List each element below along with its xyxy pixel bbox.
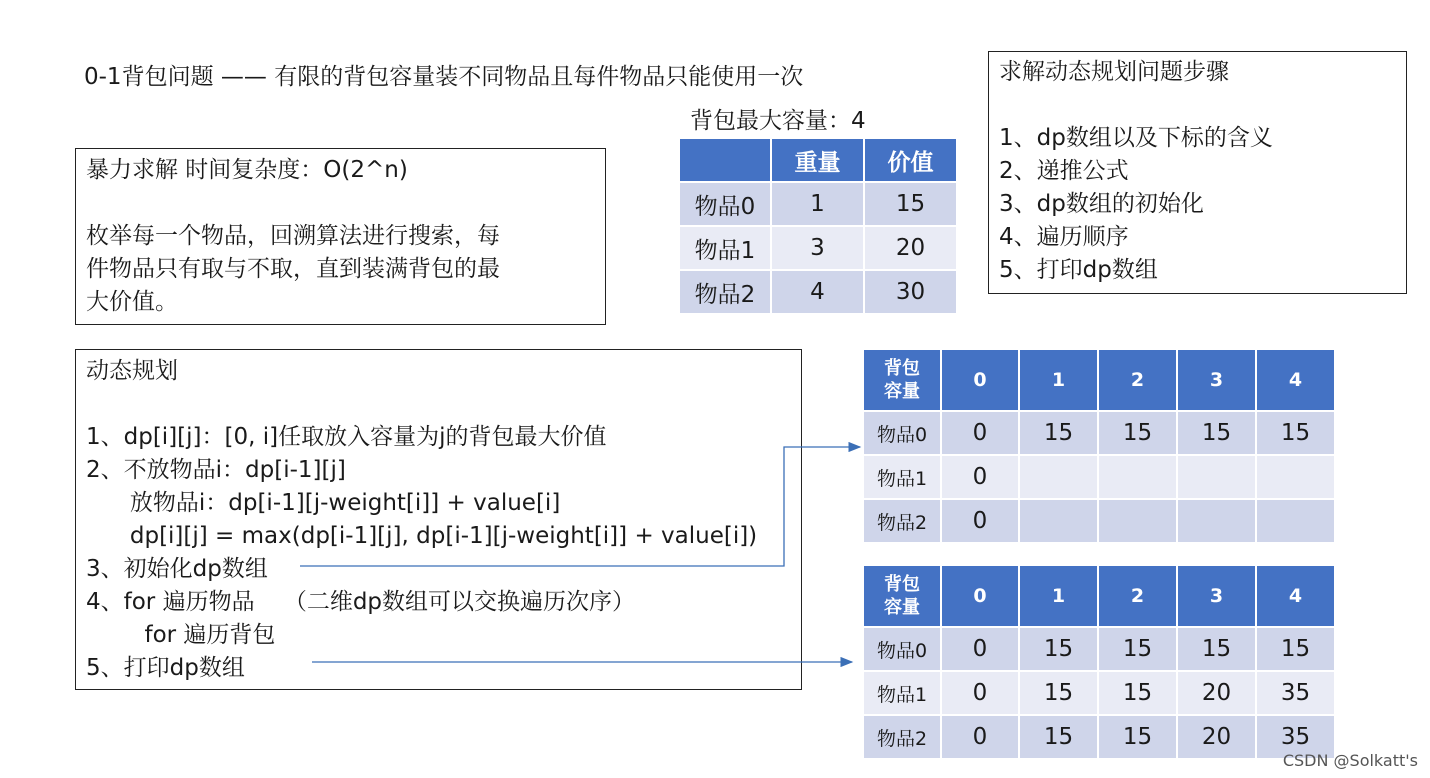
item-name-cell: 物品1 [679, 226, 771, 270]
dp-steps-line: 3、dp数组的初始化 [999, 191, 1204, 217]
dp-capacity-header: 2 [1098, 349, 1177, 411]
dp-corner-label: 容量 [884, 597, 920, 618]
dp-capacity-header: 0 [941, 565, 1019, 627]
dp-cell: 15 [1177, 627, 1256, 671]
brute-force-line: 枚举每一个物品，回溯算法进行搜索，每 [86, 223, 500, 249]
dp-box-line: 5、打印dp数组 [86, 655, 245, 681]
dp-box-line: 2、不放物品i：dp[i-1][j] [86, 457, 346, 483]
dp-box-line: 放物品i：dp[i-1][j-weight[i]] + value[i] [86, 490, 561, 516]
dp-cell: 0 [941, 671, 1019, 715]
dp-cell: 15 [1098, 715, 1177, 759]
dp-corner-label: 背包 [884, 574, 920, 595]
dp-capacity-header: 4 [1256, 349, 1335, 411]
dp-box-line: 3、初始化dp数组 [86, 556, 268, 582]
dp-capacity-header: 3 [1177, 565, 1256, 627]
dp-cell: 15 [1098, 627, 1177, 671]
capacity-label: 背包最大容量：4 [690, 108, 866, 134]
dp-box-line: dp[i][j] = max(dp[i-1][j], dp[i-1][j-weight[i]] + value[i]) [86, 523, 758, 549]
item-name-cell: 物品2 [679, 270, 771, 314]
dp-cell: 0 [941, 455, 1019, 499]
dp-capacity-header: 2 [1098, 565, 1177, 627]
dp-cell: 15 [1019, 671, 1098, 715]
dp-cell: 15 [1256, 627, 1335, 671]
dp-cell: 35 [1256, 715, 1335, 759]
brute-force-line: 暴力求解 时间复杂度：O(2^n) [86, 157, 408, 183]
items-header-cell: 重量 [771, 138, 864, 182]
dp-capacity-header: 0 [941, 349, 1019, 411]
items-header-cell: 价值 [864, 138, 957, 182]
dp-row-label: 物品1 [863, 671, 941, 715]
dp-corner-label: 背包 [884, 358, 920, 379]
dp-row-label: 物品2 [863, 499, 941, 543]
dp-capacity-header: 3 [1177, 349, 1256, 411]
item-name-cell: 物品0 [679, 182, 771, 226]
brute-force-line: 大价值。 [86, 289, 178, 315]
item-weight-cell: 4 [771, 270, 864, 314]
dp-steps-line: 1、dp数组以及下标的含义 [999, 125, 1273, 151]
dp-box-line: 1、dp[i][j]：[0, i]任取放入容量为j的背包最大价值 [86, 424, 607, 450]
item-weight-cell: 3 [771, 226, 864, 270]
dp-cell: 15 [1098, 411, 1177, 455]
dp-cell: 15 [1256, 411, 1335, 455]
dp-row-label: 物品1 [863, 455, 941, 499]
dp-cell: 20 [1177, 715, 1256, 759]
item-value-cell: 30 [864, 270, 957, 314]
dp-steps-line: 求解动态规划问题步骤 [999, 59, 1229, 85]
init-arrow [300, 447, 860, 566]
dp-box-line: for 遍历背包 [86, 622, 276, 648]
dp-cell: 0 [941, 627, 1019, 671]
item-value-cell: 20 [864, 226, 957, 270]
dp-capacity-header: 1 [1019, 565, 1098, 627]
dp-capacity-header: 1 [1019, 349, 1098, 411]
dp-cell: 15 [1019, 411, 1098, 455]
dp-row-label: 物品0 [863, 411, 941, 455]
dp-cell: 15 [1098, 671, 1177, 715]
item-weight-cell: 1 [771, 182, 864, 226]
dp-steps-line: 2、递推公式 [999, 158, 1129, 184]
dp-cell: 20 [1177, 671, 1256, 715]
dp-cell: 35 [1256, 671, 1335, 715]
dp-steps-line: 5、打印dp数组 [999, 257, 1158, 283]
dp-corner-label: 容量 [884, 381, 920, 402]
dp-steps-line: 4、遍历顺序 [999, 224, 1129, 250]
dp-capacity-header: 4 [1256, 565, 1335, 627]
dp-cell: 15 [1019, 715, 1098, 759]
dp-cell: 15 [1177, 411, 1256, 455]
watermark: CSDN @Solkatt's [1282, 751, 1418, 770]
brute-force-line: 件物品只有取与不取，直到装满背包的最 [86, 256, 500, 282]
dp-cell: 0 [941, 499, 1019, 543]
dp-box-line: 4、for 遍历物品 （二维dp数组可以交换遍历次序） [86, 589, 636, 615]
dp-cell: 0 [941, 411, 1019, 455]
item-value-cell: 15 [864, 182, 957, 226]
dp-box-line: 动态规划 [86, 358, 178, 384]
dp-cell: 0 [941, 715, 1019, 759]
dp-row-label: 物品2 [863, 715, 941, 759]
dp-row-label: 物品0 [863, 627, 941, 671]
dp-cell: 15 [1019, 627, 1098, 671]
page-title: 0-1背包问题 —— 有限的背包容量装不同物品且每件物品只能使用一次 [84, 64, 804, 90]
